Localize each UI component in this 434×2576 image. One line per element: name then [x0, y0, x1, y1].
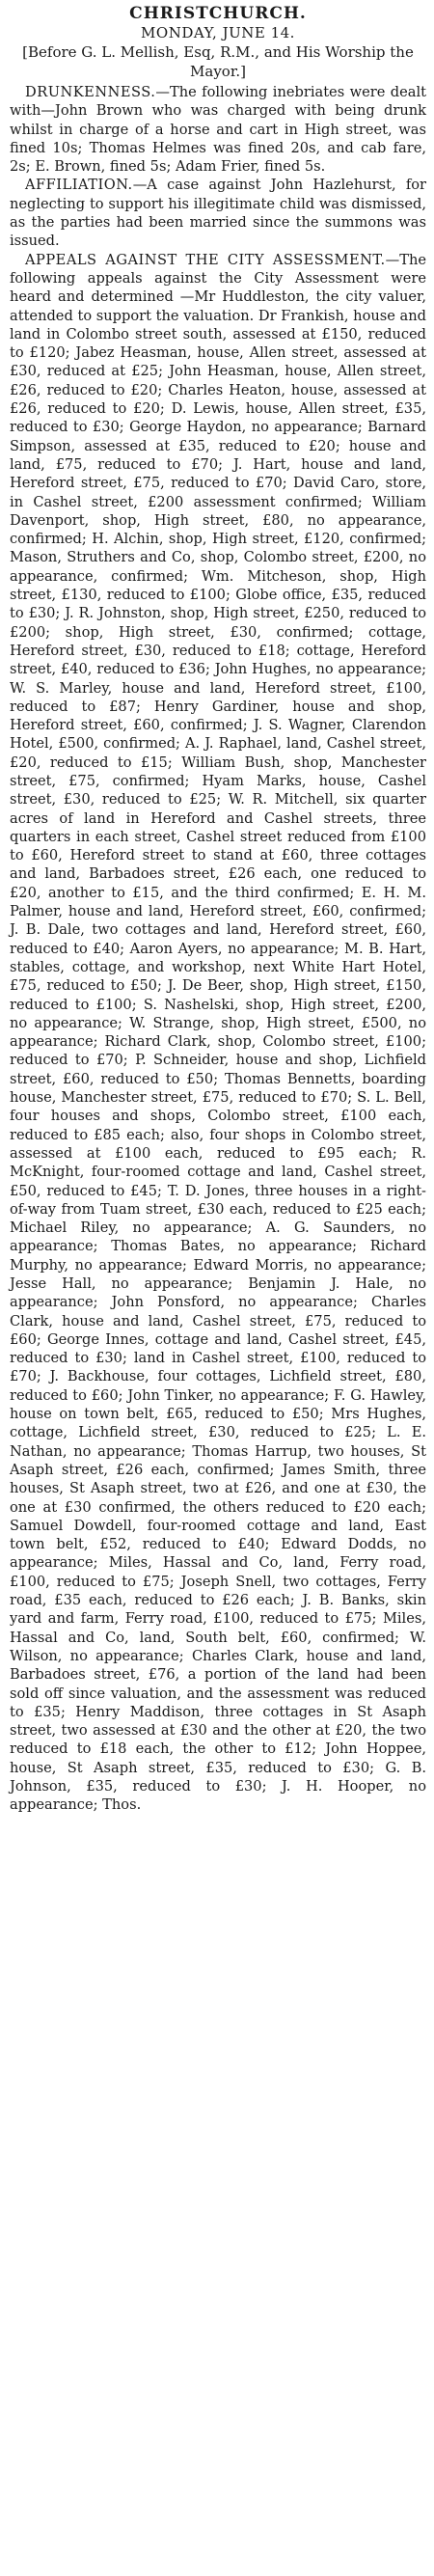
- paragraph-lead: AFFILIATION.: [25, 177, 133, 194]
- paragraph-assessment-appeals: [10, 251, 426, 1815]
- paragraph-text: —A case against John Hazlehurst, for neglecting to support his illegitimate child was dismissed, as the parties had been married since the summons was issued.: [10, 177, 426, 250]
- paragraph-lead: DRUNKENNESS.: [25, 84, 156, 100]
- masthead: CHRISTCHURCH.: [129, 4, 307, 23]
- dateline: MONDAY, JUNE 14.: [141, 24, 295, 41]
- paragraph-lead: APPEALS AGAINST THE CITY ASSESSMENT.: [25, 251, 386, 268]
- bench-notice: [Before G. L. Mellish, Esq, R.M., and His Worship the Mayor.]: [22, 43, 414, 80]
- paragraph-text: —The following appeals against the City Assessment were heard and determined —Mr Huddleston, the city valuer, attended to support the valuation. Dr Frankish, house and land in Colombo street south, assessed at £150, reduced to £120; Jabez Heasman, house, Allen street, assessed at £30, reduced at £25; John Heasman, house, Allen street, £26, reduced to £20; Charles Heaton, house, assessed at £26, reduced to £20; D. Lewis, house, Allen street, £35, reduced to £30; George Haydon, no appearance; Barnard Simpson, assessed at £35, reduced to £20; house and land, £75, reduced to £70; J. Hart, house and land, Hereford street, £75, reduced to £70; David Caro, store, in Cashel street, £200 assessment confirmed; William Davenport, shop, High street, £80, no appearance, confirmed; H. Alchin, shop, High street, £120, confirmed; Mason, Struthers and Co, shop, Colombo street, £200, no appearance, confirmed; Wm. Mitcheson, shop, High street, £130, reduced to £100; Globe office, £35, reduced to £30; J. R. Johnston, shop, High street, £250, reduced to £200; shop, High street, £30, confirmed; cottage, Hereford street, £30, reduced to £18; cottage, Hereford street, £40, reduced to £36; John Hughes, no appearance; W. S. Marley, house and land, Hereford street, £100, reduced to £87; Henry Gardiner, house and shop, Hereford street, £60, confirmed; J. S. Wagner, Clarendon Hotel, £500, confirmed; A. J. Raphael, land, Cashel street, £20, reduced to £15; William Bush, shop, Manchester street, £75, confirmed; Hyam Marks, house, Cashel street, £30, reduced to £25; W. R. Mitchell, six quarter acres of land in Hereford and Cashel streets, three quarters in each street, Cashel street reduced from £100 to £60, Hereford street to stand at £60, three cottages and land, Barbadoes street, £26 each, one reduced to £20, another to £15, and the third confirmed; E. H. M. Palmer, house and land, Hereford street, £60, confirmed; J. B. Dale, two cottages and land, Hereford street, £60, reduced to £40; Aaron Ayers, no appearance; M. B. Hart, stables, cottage, and workshop, next White Hart Hotel, £75, reduced to £50; J. De Beer, shop, High street, £150, reduced to £100; S. Nashelski, shop, High street, £200, no appearance; W. Strange, shop, High street, £500, no appearance; Richard Clark, shop, Colombo street, £100; reduced to £70; P. Schneider, house and shop, Lichfield street, £60, reduced to £50; Thomas Bennetts, boarding house, Manchester street, £75, reduced to £70; S. L. Bell, four houses and shops, Colombo street, £100 each, reduced to £85 each; also, four shops in Colombo street, assessed at £100 each, reduced to £95 each; R. McKnight, four-roomed cottage and land, Cashel street, £50, reduced to £45; T. D. Jones, three houses in a right-of-way from Tuam street, £30 each, reduced to £25 each; Michael Riley, no appearance; A. G. Saunders, no appearance; Thomas Bates, no appearance; Richard Murphy, no appearance; Edward Morris, no appearance; Jesse Hall, no appearance; Benjamin J. Hale, no appearance; John Ponsford, no appearance; Charles Clark, house and land, Cashel street, £75, reduced to £60; George Innes, cottage and land, Cashel street, £45, reduced to £30; land in Cashel street, £100, reduced to £70; J. Backhouse, four cottages, Lichfield street, £80, reduced to £60; John Tinker, no appearance; F. G. Hawley, house on town belt, £65, reduced to £50; Mrs Hughes, cottage, Lichfield street, £30, reduced to £25; L. E. Nathan, no appearance; Thomas Harrup, two houses, St Asaph street, £26 each, confirmed; James Smith, three houses, St Asaph street, two at £26, and one at £30, the one at £30 confirmed, the others reduced to £20 each; Samuel Dowdell, four-roomed cottage and land, East town belt, £52, reduced to £40; Edward Dodds, no appearance; Miles, Hassal and Co, land, Ferry road, £100, reduced to £75; Joseph Snell, two cottages, Ferry road, £35 each, reduced to £26 each; J. B. Banks, skin yard and farm, Ferry road, £100, reduced to £75; Miles, Hassal and Co, land, South belt, £60, confirmed; W. Wilson, no appearance; Charles Clark, house and land, Barbadoes street, £76, a portion of the land had been sold off since valuation, and the assessment was reduced to £35; Henry Maddison, three cottages in St Asaph street, two assessed at £30 and the other at £20, the two reduced to £18 each, the other to £12; John Hoppee, house, St Asaph street, £35, reduced to £30; G. B. Johnson, £35, reduced to £30; J. H. Hooper, no appearance; Thos.: [10, 251, 426, 1814]
- paragraph-affiliation: [10, 176, 426, 250]
- paragraph-drunkenness: [10, 83, 426, 176]
- paragraph-text: —The following inebriates were dealt with—John Brown who was charged with being drunk whilst in charge of a horse and cart in High street, was fined 10s; Thomas Helmes was fined 20s, and cab fare, 2s; E. Brown, fined 5s; Adam Frier, fined 5s.: [10, 84, 426, 176]
